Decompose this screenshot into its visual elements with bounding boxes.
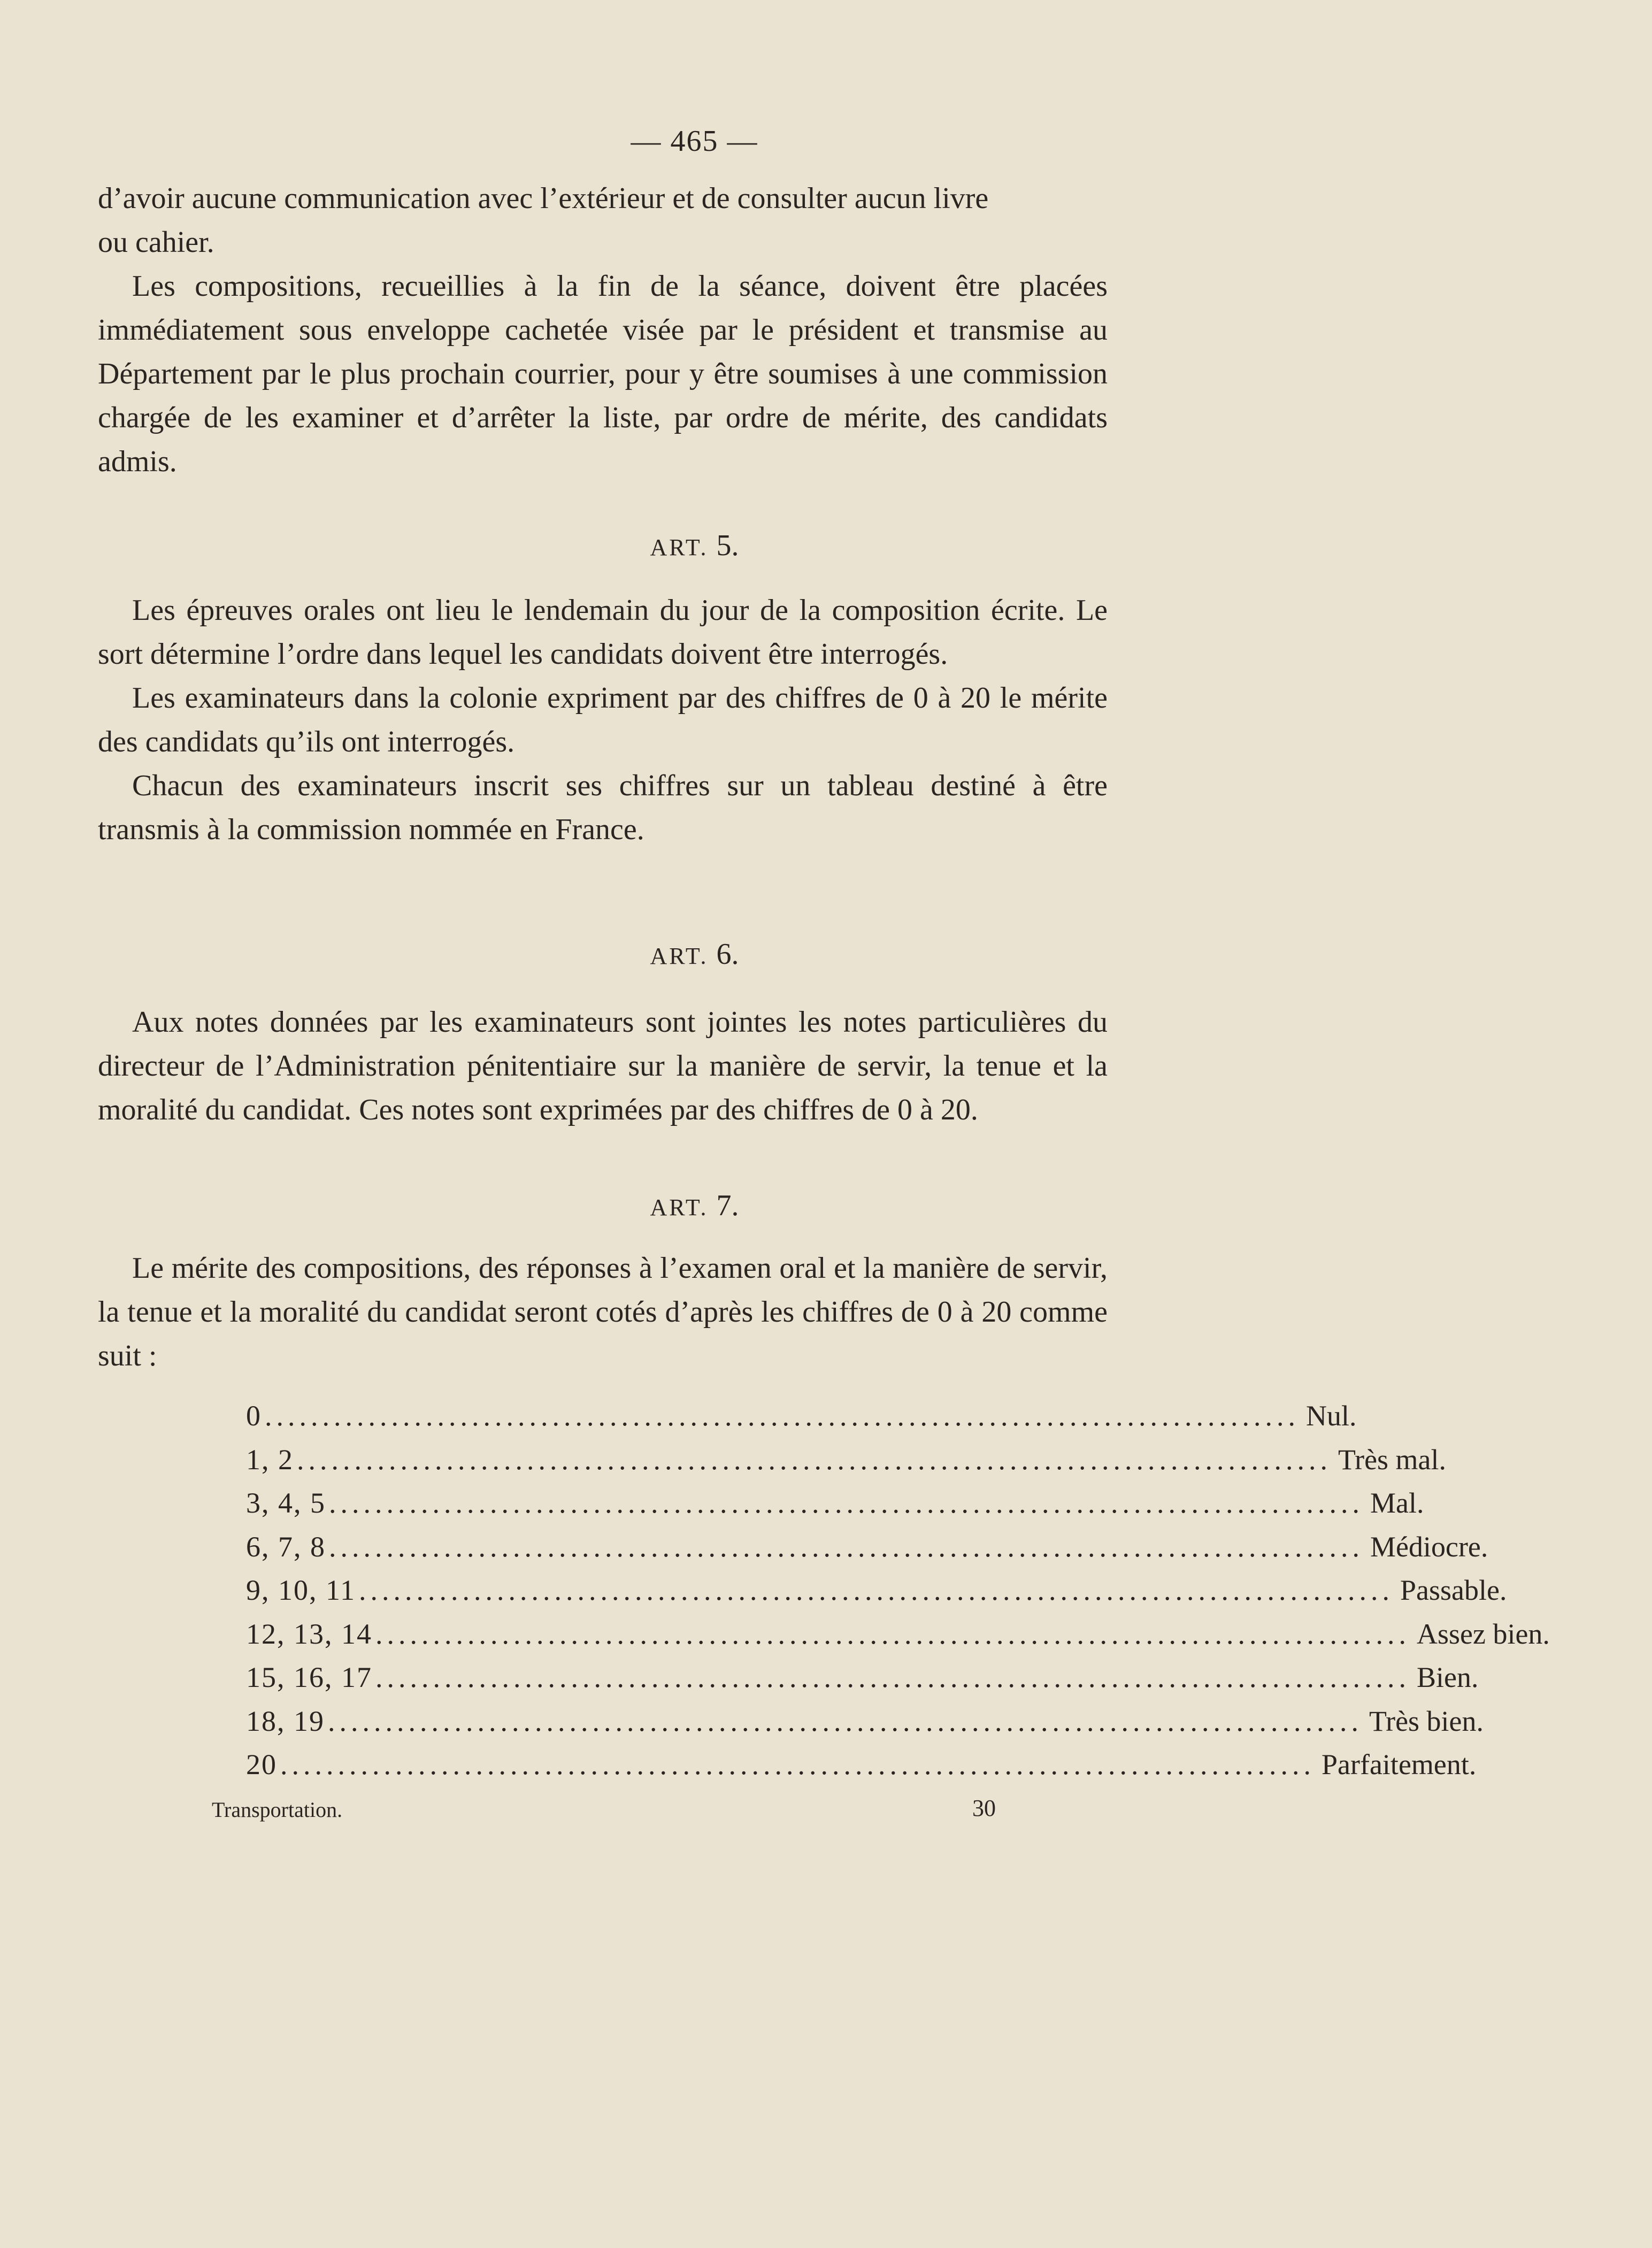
grade-label: Très mal. [1338,1443,1447,1476]
grade-row [246,1617,1550,1661]
grade-row [246,1661,1479,1705]
art-label: ART. [650,534,709,561]
art-7-heading [0,1188,1389,1223]
grade-row [246,1748,1477,1792]
art-7-paragraph: Le mérite des compositions, des réponses à l’examen oral et la manière de servir, la tenue et la moralité du candidat seront cotés d’après les chiffres de 0 à 20 comme suit : [98,1252,1108,1372]
art-number: 6. [716,938,739,971]
art-number: 7. [716,1189,739,1222]
grade-label: Mal. [1370,1487,1424,1519]
grade-numbers: 0 [246,1400,262,1432]
grade-row [246,1443,1447,1487]
dot-leader: .......................................................................................... [280,1748,1315,1781]
dot-leader: .......................................................................................... [329,1530,1364,1563]
footer-section-title: Transportation. [212,1798,343,1822]
footer-signature-mark: 30 [972,1795,996,1821]
grade-label: Médiocre. [1370,1530,1488,1563]
art-5-paragraph: Les examinateurs dans la colonie expriment par des chiffres de 0 à 20 le mérite des candidats qu’ils ont interrogés. [98,681,1108,758]
grade-numbers: 12, 13, 14 [246,1617,372,1650]
dot-leader: .......................................................................................... [328,1705,1363,1737]
compositions-paragraph: Les compositions, recueillies à la fin de la séance, doivent être placées immédiatement sous enveloppe cachetée visée par le président et transmise au Département par le plus prochain courrier, pour y être soumises à une commission chargée de les examiner et d’arrêter la liste, par ordre de mérite, des candidats admis. [98,270,1108,478]
grade-label: Assez bien. [1417,1617,1550,1650]
art-number: 5. [716,529,739,562]
art-5-paragraph: Chacun des examinateurs inscrit ses chiffres sur un tableau destiné à être transmis à la commission nommée en France. [98,769,1108,846]
grade-label: Parfaitement. [1321,1748,1477,1781]
intro-line: ou cahier. [98,226,214,259]
intro-paragraph [98,177,1108,484]
art-label: ART. [650,1194,709,1221]
grade-numbers: 20 [246,1748,277,1781]
art-5-heading [0,528,1389,563]
grade-label: Nul. [1306,1400,1357,1432]
grade-scale [246,1399,1550,1792]
dot-leader: .......................................................................................... [265,1400,1300,1432]
dot-leader: .......................................................................................... [375,1617,1410,1650]
grade-numbers: 18, 19 [246,1705,325,1737]
art-6-body [98,1000,1108,1132]
grade-numbers: 15, 16, 17 [246,1661,372,1693]
art-5-body [98,588,1108,851]
grade-row [246,1530,1488,1574]
grade-row [246,1399,1357,1443]
grade-label: Très bien. [1369,1705,1484,1737]
art-label: ART. [650,943,709,969]
grade-numbers: 1, 2 [246,1443,294,1476]
dot-leader: .......................................................................................... [359,1574,1394,1606]
art-6-paragraph: Aux notes données par les examinateurs sont jointes les notes particulières du directeur de l’Administration pénitentiaire sur la manière de servir, la tenue et la moralité du candidat. Ces notes sont exprimées par des chiffres de 0 à 20. [98,1006,1108,1126]
grade-row [246,1574,1507,1617]
dot-leader: .......................................................................................... [329,1487,1364,1519]
dot-leader: .......................................................................................... [375,1661,1410,1693]
art-7-body [98,1246,1108,1378]
page-number: — 465 — [631,125,758,158]
dot-leader: .......................................................................................... [297,1443,1332,1476]
intro-line: d’avoir aucune communication avec l’extérieur et de consulter aucun livre [98,182,989,215]
art-5-paragraph: Les épreuves orales ont lieu le lendemain du jour de la composition écrite. Le sort détermine l’ordre dans lequel les candidats doivent être interrogés. [98,594,1108,671]
grade-label: Bien. [1417,1661,1479,1693]
grade-numbers: 6, 7, 8 [246,1530,326,1563]
grade-label: Passable. [1400,1574,1507,1606]
art-6-heading [0,937,1389,971]
grade-row [246,1705,1484,1748]
grade-numbers: 3, 4, 5 [246,1487,326,1519]
grade-numbers: 9, 10, 11 [246,1574,356,1606]
grade-row [246,1486,1424,1530]
